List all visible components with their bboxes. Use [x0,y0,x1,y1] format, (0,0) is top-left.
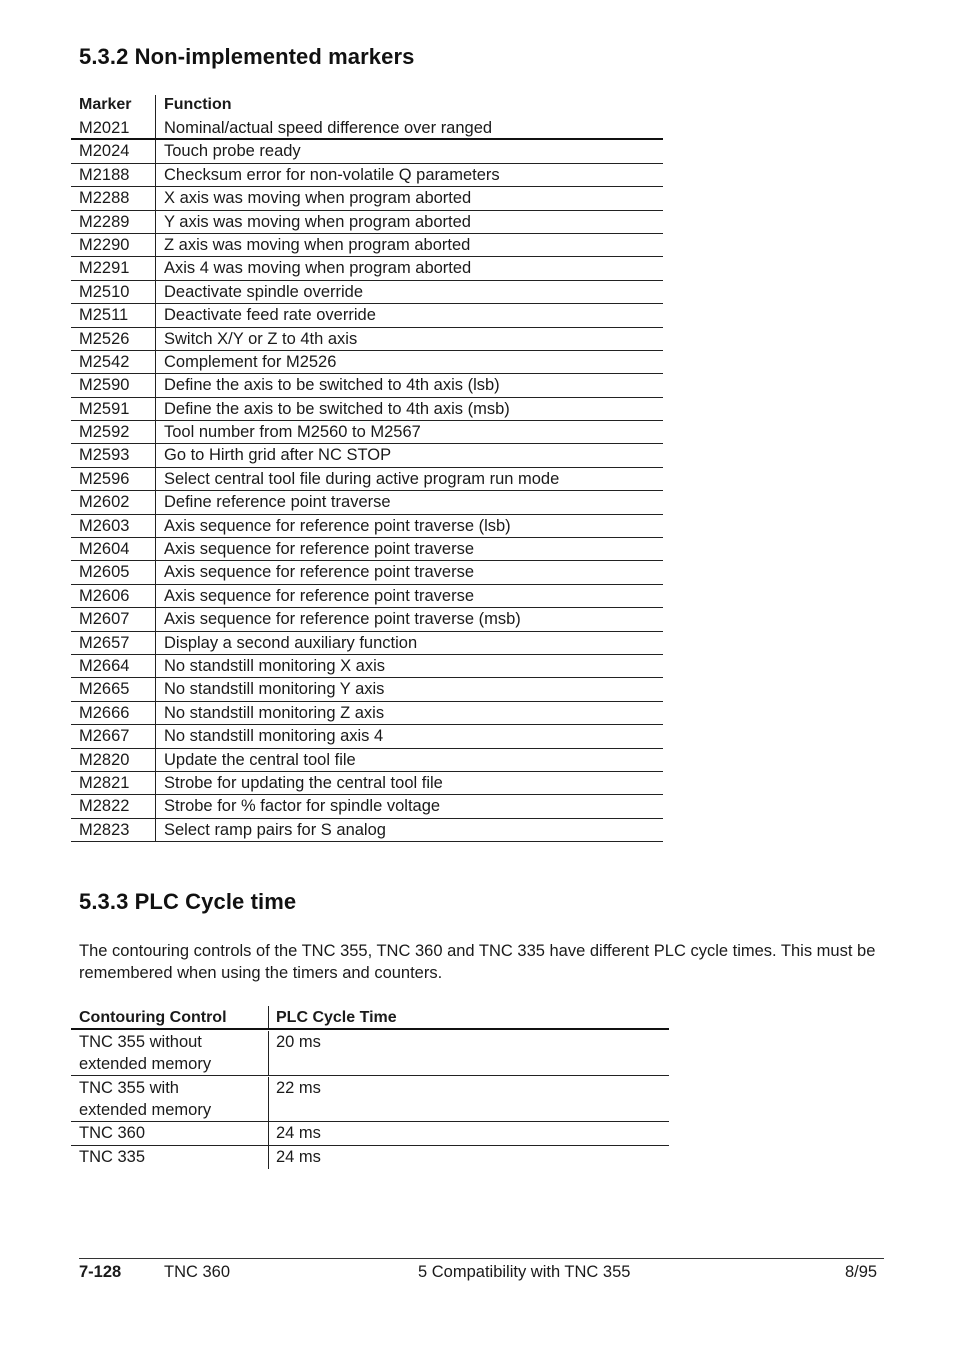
function-cell: Axis sequence for reference point traverse (msb) [164,610,521,629]
footer-page-number: 7-128 [79,1263,122,1281]
table-row [71,211,663,234]
markers-table-header [71,95,663,117]
column-header-function: Function [164,96,232,113]
table-row [71,585,663,608]
table-row [71,725,663,748]
contouring-control-cell [71,1031,269,1075]
contouring-control-cell [71,1122,269,1145]
marker-cell: M2605 [71,561,156,583]
cycle-time-paragraph: The contouring controls of the TNC 355, TNC 360 and TNC 335 have different PLC cycle times. This must be remembered when using the timers and counters. [79,942,876,982]
marker-cell: M2288 [71,187,156,209]
function-cell: No standstill monitoring Z axis [164,703,385,722]
marker-cell: M2604 [71,538,156,560]
function-cell: Tool number from M2560 to M2567 [164,423,421,442]
marker-cell: M2602 [71,491,156,513]
function-cell: Define the axis to be switched to 4th axis (msb) [164,399,510,418]
table-row [71,491,663,514]
marker-cell: M2823 [71,819,156,841]
markers-table [71,95,663,842]
plc-cycle-time-cell: 24 ms [276,1124,321,1142]
marker-cell: M2667 [71,725,156,747]
table-row [71,374,663,397]
function-cell: Deactivate spindle override [164,282,364,301]
function-cell: No standstill monitoring axis 4 [164,727,384,746]
section-title-non-implemented-markers: 5.3.2 Non-implemented markers [79,44,415,69]
footer-chapter: 5 Compatibility with TNC 355 [418,1263,631,1281]
function-cell: Z axis was moving when program aborted [164,235,471,254]
marker-cell: M2822 [71,795,156,817]
table-row [71,187,663,210]
function-cell: Select ramp pairs for S analog [164,820,386,839]
marker-cell: M2188 [71,164,156,186]
function-cell: X axis was moving when program aborted [164,189,472,208]
marker-cell: M2291 [71,257,156,279]
table-row [71,678,663,701]
function-cell: Axis sequence for reference point traverse [164,563,474,582]
contouring-control-cell [71,1077,269,1121]
table-row [71,398,663,421]
cycle-time-table [71,1006,669,1169]
marker-cell: M2593 [71,444,156,466]
column-header-marker: Marker [71,95,156,117]
function-cell: Update the central tool file [164,750,356,769]
function-cell: Go to Hirth grid after NC STOP [164,446,392,465]
table-row [71,538,663,561]
table-row [71,1146,669,1169]
table-row [71,140,663,163]
table-row [71,702,663,725]
function-cell: Axis sequence for reference point traverse (lsb) [164,516,511,535]
table-row [71,421,663,444]
function-cell: Axis sequence for reference point traverse [164,586,474,605]
marker-cell: M2657 [71,632,156,654]
function-cell: Complement for M2526 [164,352,337,371]
contouring-control-line: extended memory [79,1055,212,1073]
function-cell: Display a second auxiliary function [164,633,418,652]
table-row [71,561,663,584]
plc-cycle-time-cell: 24 ms [276,1147,321,1166]
table-row [71,1030,669,1076]
function-cell: Checksum error for non-volatile Q parameters [164,165,500,184]
table-row [71,515,663,538]
marker-cell: M2289 [71,211,156,233]
table-row [71,164,663,187]
table-row [71,749,663,772]
marker-cell: M2596 [71,468,156,490]
footer-date: 8/95 [845,1263,878,1281]
section-title-plc-cycle-time: 5.3.3 PLC Cycle time [79,889,297,914]
function-cell: Axis 4 was moving when program aborted [164,259,472,278]
table-row [71,444,663,467]
marker-cell: M2592 [71,421,156,443]
footer-divider [79,1258,884,1259]
function-cell: Touch probe ready [164,142,301,161]
marker-cell: M2820 [71,749,156,771]
table-row [71,468,663,491]
table-row [71,117,663,140]
marker-cell: M2606 [71,585,156,607]
table-row [71,1122,669,1146]
table-row [71,608,663,631]
markers-table-body [71,117,663,842]
table-row [71,351,663,374]
marker-cell: M2665 [71,678,156,700]
marker-cell: M2607 [71,608,156,630]
table-row [71,304,663,327]
table-row [71,328,663,351]
plc-cycle-time-cell: 20 ms [276,1033,321,1051]
table-row [71,632,663,655]
marker-cell: M2290 [71,234,156,256]
contouring-control-line: TNC 355 without [79,1033,202,1051]
marker-cell: M2526 [71,328,156,350]
marker-cell: M2021 [71,117,156,138]
function-cell: Select central tool file during active program run mode [164,469,560,488]
table-row [71,819,663,842]
contouring-control-line: extended memory [79,1101,212,1119]
marker-cell: M2666 [71,702,156,724]
column-header-contouring-control: Contouring Control [71,1006,269,1028]
contouring-control-line: TNC 355 with [79,1079,179,1097]
table-row [71,234,663,257]
marker-cell: M2590 [71,374,156,396]
plc-cycle-time-cell: 22 ms [276,1079,321,1097]
cycle-table-body [71,1030,669,1169]
marker-cell: M2510 [71,281,156,303]
marker-cell: M2024 [71,140,156,162]
cycle-table-header [71,1006,669,1030]
function-cell: No standstill monitoring Y axis [164,680,385,699]
contouring-control-line: TNC 360 [79,1124,146,1142]
contouring-control-cell [71,1146,269,1169]
marker-cell: M2591 [71,398,156,420]
footer-product: TNC 360 [164,1263,231,1281]
function-cell: Deactivate feed rate override [164,306,376,325]
function-cell: Define the axis to be switched to 4th axis (lsb) [164,376,500,395]
column-header-plc-cycle-time: PLC Cycle Time [276,1009,397,1026]
table-row [71,281,663,304]
table-row [71,795,663,818]
marker-cell: M2603 [71,515,156,537]
function-cell: Strobe for updating the central tool file [164,773,443,792]
marker-cell: M2511 [71,304,156,326]
function-cell: Strobe for % factor for spindle voltage [164,797,441,816]
function-cell: Define reference point traverse [164,493,391,512]
marker-cell: M2664 [71,655,156,677]
table-row [71,257,663,280]
table-row [71,772,663,795]
marker-cell: M2542 [71,351,156,373]
marker-cell: M2821 [71,772,156,794]
table-row [71,655,663,678]
function-cell: Axis sequence for reference point traverse [164,540,474,559]
function-cell: Y axis was moving when program aborted [164,212,471,231]
function-cell: Nominal/actual speed difference over ranged [164,119,493,137]
function-cell: No standstill monitoring X axis [164,656,386,675]
contouring-control-line: TNC 335 [79,1147,146,1166]
table-row [71,1076,669,1122]
function-cell: Switch X/Y or Z to 4th axis [164,329,358,348]
